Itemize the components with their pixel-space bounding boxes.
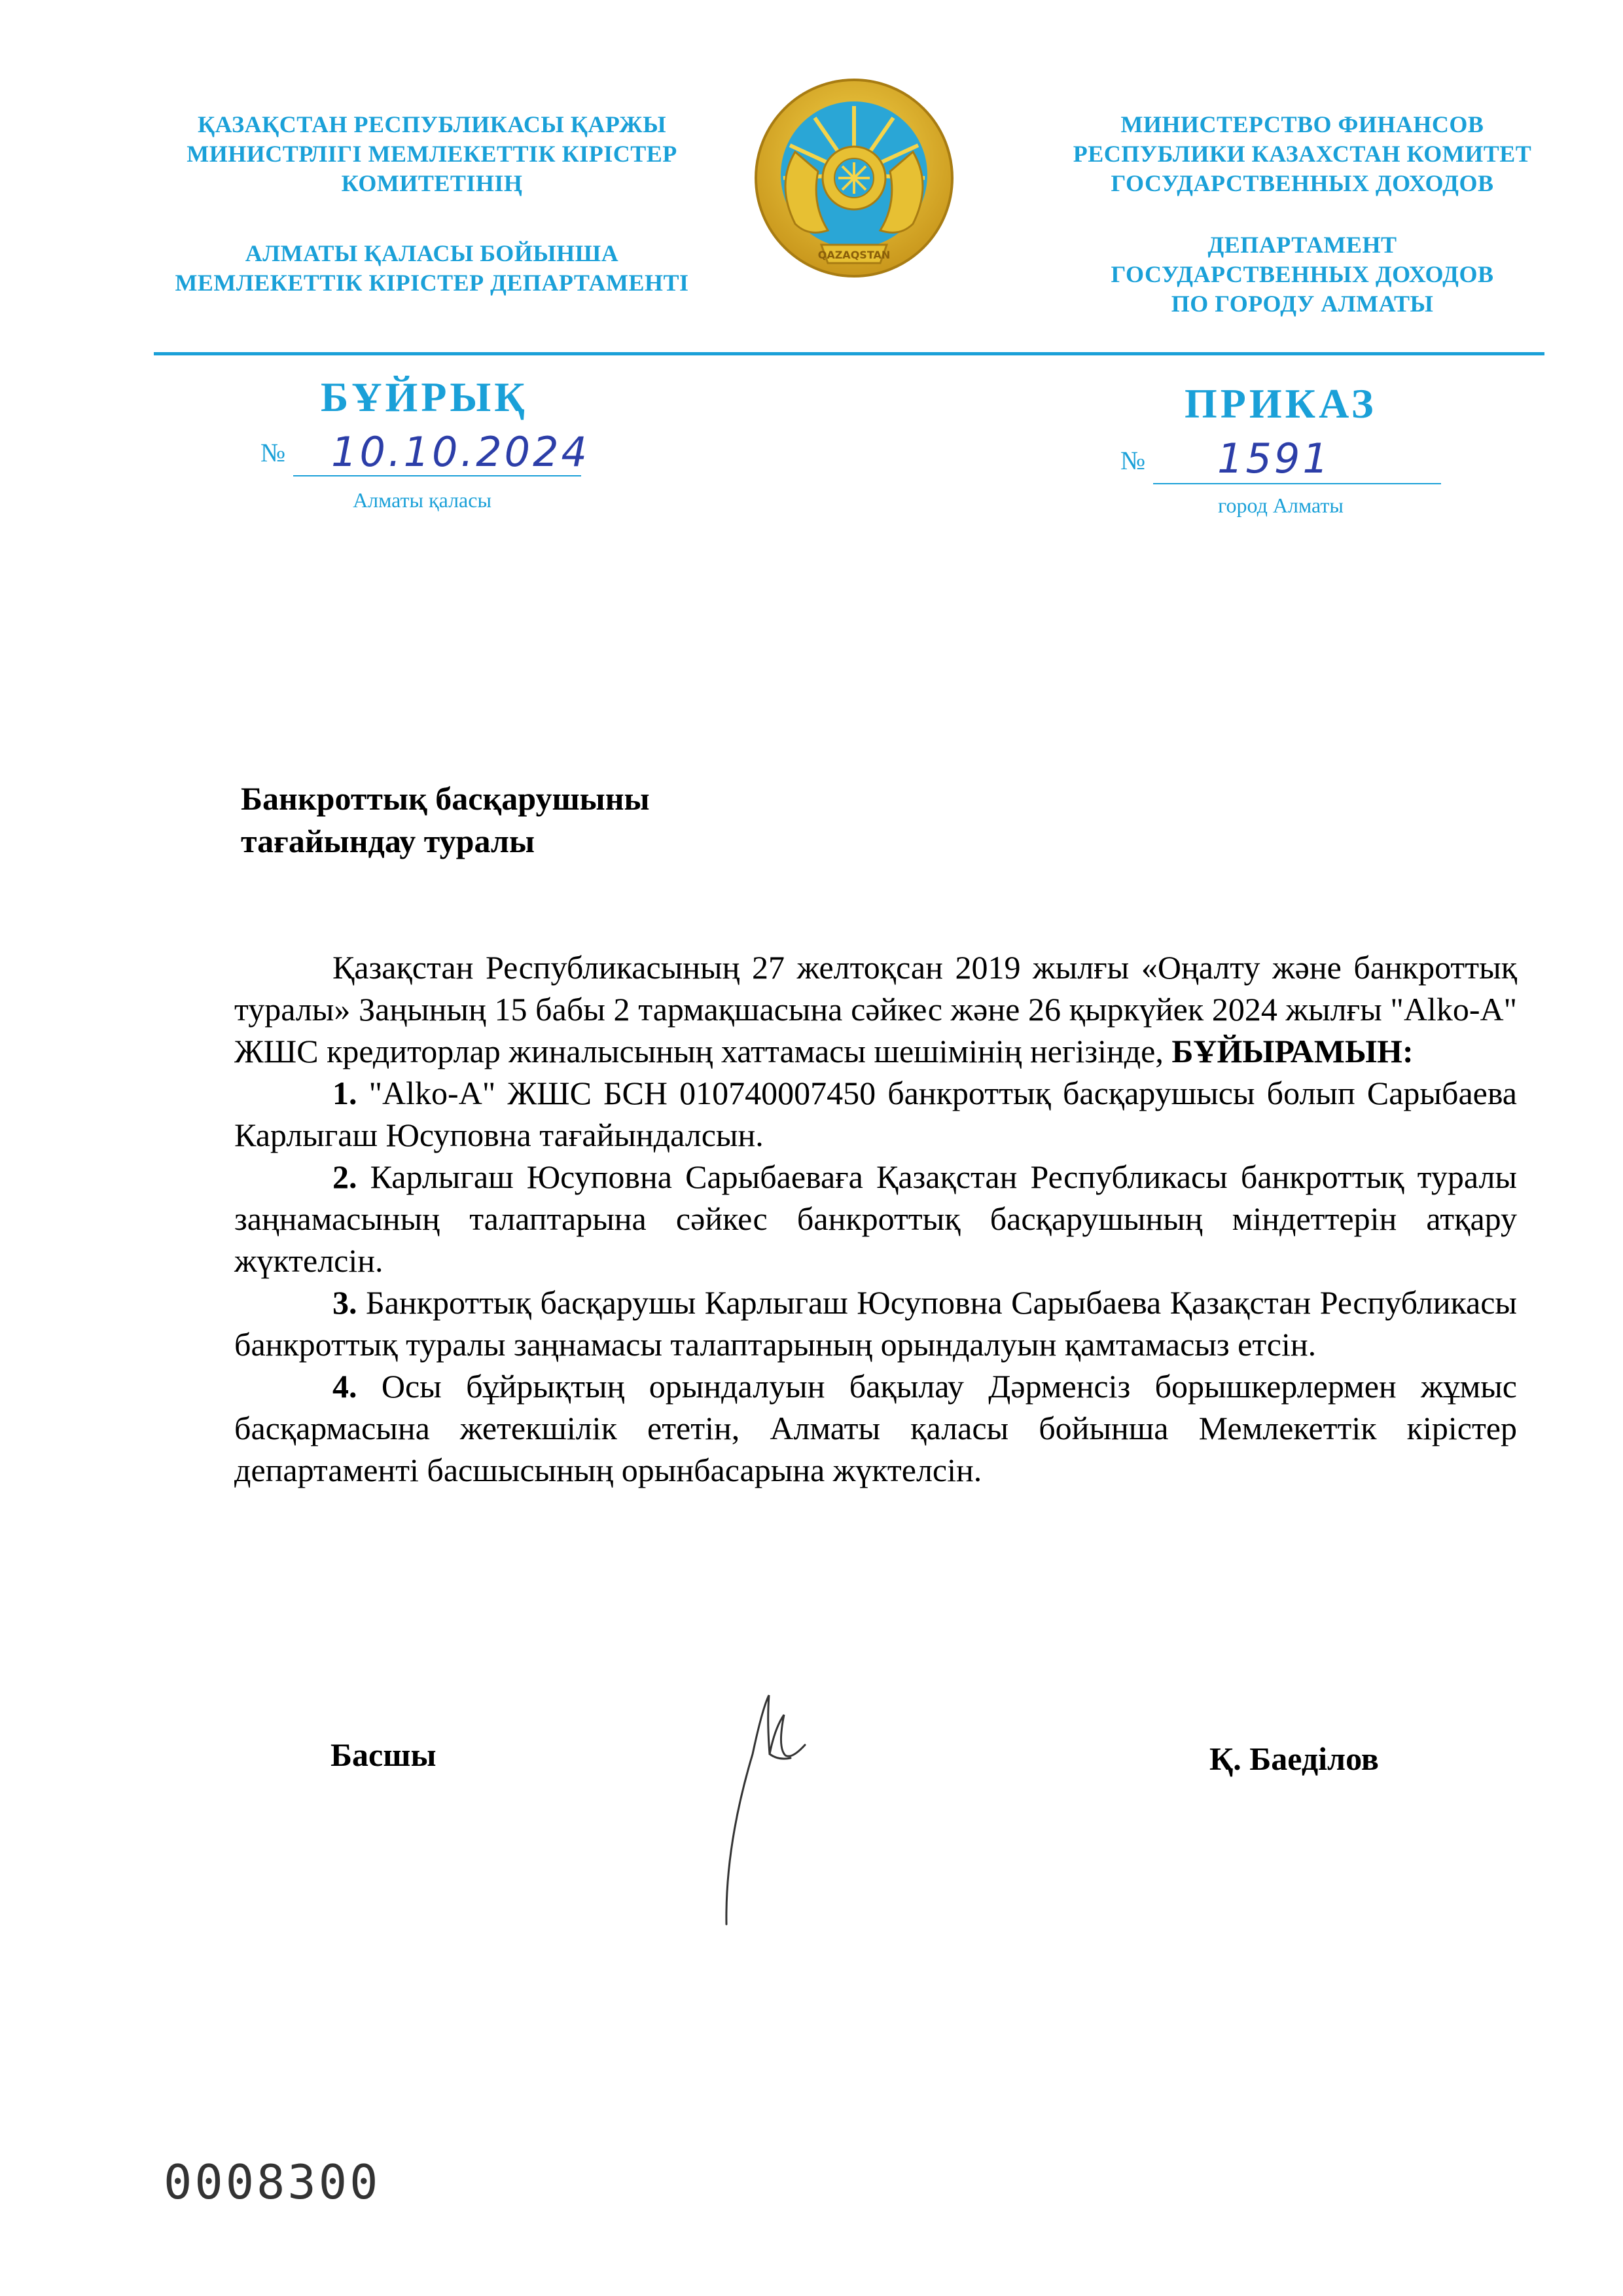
order-title-kz: БҰЙРЫҚ [321,374,528,420]
order-date-field [260,428,590,476]
order-subject [241,778,650,863]
order-number-field [1120,435,1441,484]
underline [1153,483,1441,484]
order-item [234,1365,1517,1491]
header-left-organization [144,110,720,198]
header-right-organization [1034,110,1571,198]
header-left-department [144,239,720,298]
signatory-name: Қ. Баеділов [1209,1740,1379,1777]
header-line: ПО ГОРОДУ АЛМАТЫ [1171,291,1434,317]
handwritten-number: 1591 [1217,435,1331,482]
header-line: ГОСУДАРСТВЕННЫХ ДОХОДОВ [1111,170,1494,196]
number-sign: № [1120,446,1146,475]
handwritten-signature [707,1682,838,1931]
preamble-text: Қазақстан Республикасының 27 желтоқсан 2019 жылғы «Оңалту және банкроттық туралы» Заңының 15 бабы 2 тармақшасына сәйкес және 26 қыркүйек 2024 жылғы "Alko-A" ЖШС кредиторлар жиналысының хаттамасы шешімінің негізінде, [234,949,1517,1069]
state-emblem-icon [749,73,959,289]
header-line: МЕМЛЕКЕТТІК КІРІСТЕР ДЕПАРТАМЕНТІ [175,270,689,296]
header-line: АЛМАТЫ ҚАЛАСЫ БОЙЫНША [245,240,619,266]
order-title-ru: ПРИКАЗ [1185,380,1377,427]
item-number: 4. [332,1368,357,1405]
order-item [234,1072,1517,1156]
header-right-department [1034,230,1571,319]
item-number: 3. [332,1284,357,1321]
city-ru: город Алматы [1218,493,1344,517]
emblem-text: QAZAQSTAN [817,249,891,261]
city-kz: Алматы қаласы [353,488,491,512]
preamble-paragraph [234,946,1517,1072]
item-text: Банкроттық басқарушы Карлыгаш Юсуповна Сарыбаева Қазақстан Республикасы банкроттық туралы заңнамасы талаптарының орындалуын қамтамасыз етсін. [234,1284,1517,1363]
header-line: ДЕПАРТАМЕНТ [1207,232,1397,258]
subject-line: тағайындау туралы [241,823,535,859]
handwritten-date: 10.10.2024 [331,428,590,476]
item-text: "Alko-A" ЖШС БСН 010740007450 банкроттық басқарушысы болып Сарыбаева Карлыгаш Юсуповна тағайындалсын. [234,1075,1517,1153]
item-text: Осы бұйрықтың орындалуын бақылау Дәрменсіз борышкерлермен жұмыс басқармасына жетекшілік ететін, Алматы қаласы бойынша Мемлекеттік кірістер департаменті басшысының орынбасарына жүктелсін. [234,1368,1517,1488]
item-text: Карлыгаш Юсуповна Сарыбаеваға Қазақстан Республикасы банкроттық туралы заңнамасының талаптарына сәйкес банкроттық басқарушының міндеттерін атқару жүктелсін. [234,1158,1517,1279]
header-line: МИНИСТЕРСТВО ФИНАНСОВ [1120,111,1484,137]
order-body [234,946,1517,1491]
signatory-role: Басшы [330,1736,437,1773]
decree-word: БҰЙЫРАМЫН: [1171,1033,1414,1069]
item-number: 2. [332,1158,357,1195]
order-item [234,1156,1517,1282]
form-serial-number: 0008300 [164,2155,381,2210]
number-sign: № [260,438,286,467]
header-line: КОМИТЕТІНІҢ [341,170,523,196]
header-line: РЕСПУБЛИКИ КАЗАХСТАН КОМИТЕТ [1073,141,1532,167]
item-number: 1. [332,1075,357,1111]
header-line: ГОСУДАРСТВЕННЫХ ДОХОДОВ [1111,261,1494,287]
header-line: ҚАЗАҚСТАН РЕСПУБЛИКАСЫ ҚАРЖЫ [197,111,667,137]
order-item [234,1282,1517,1365]
header-divider [154,352,1544,355]
header-line: МИНИСТРЛІГІ МЕМЛЕКЕТТІК КІРІСТЕР [187,141,677,167]
subject-line: Банкроттық басқарушыны [241,780,650,817]
